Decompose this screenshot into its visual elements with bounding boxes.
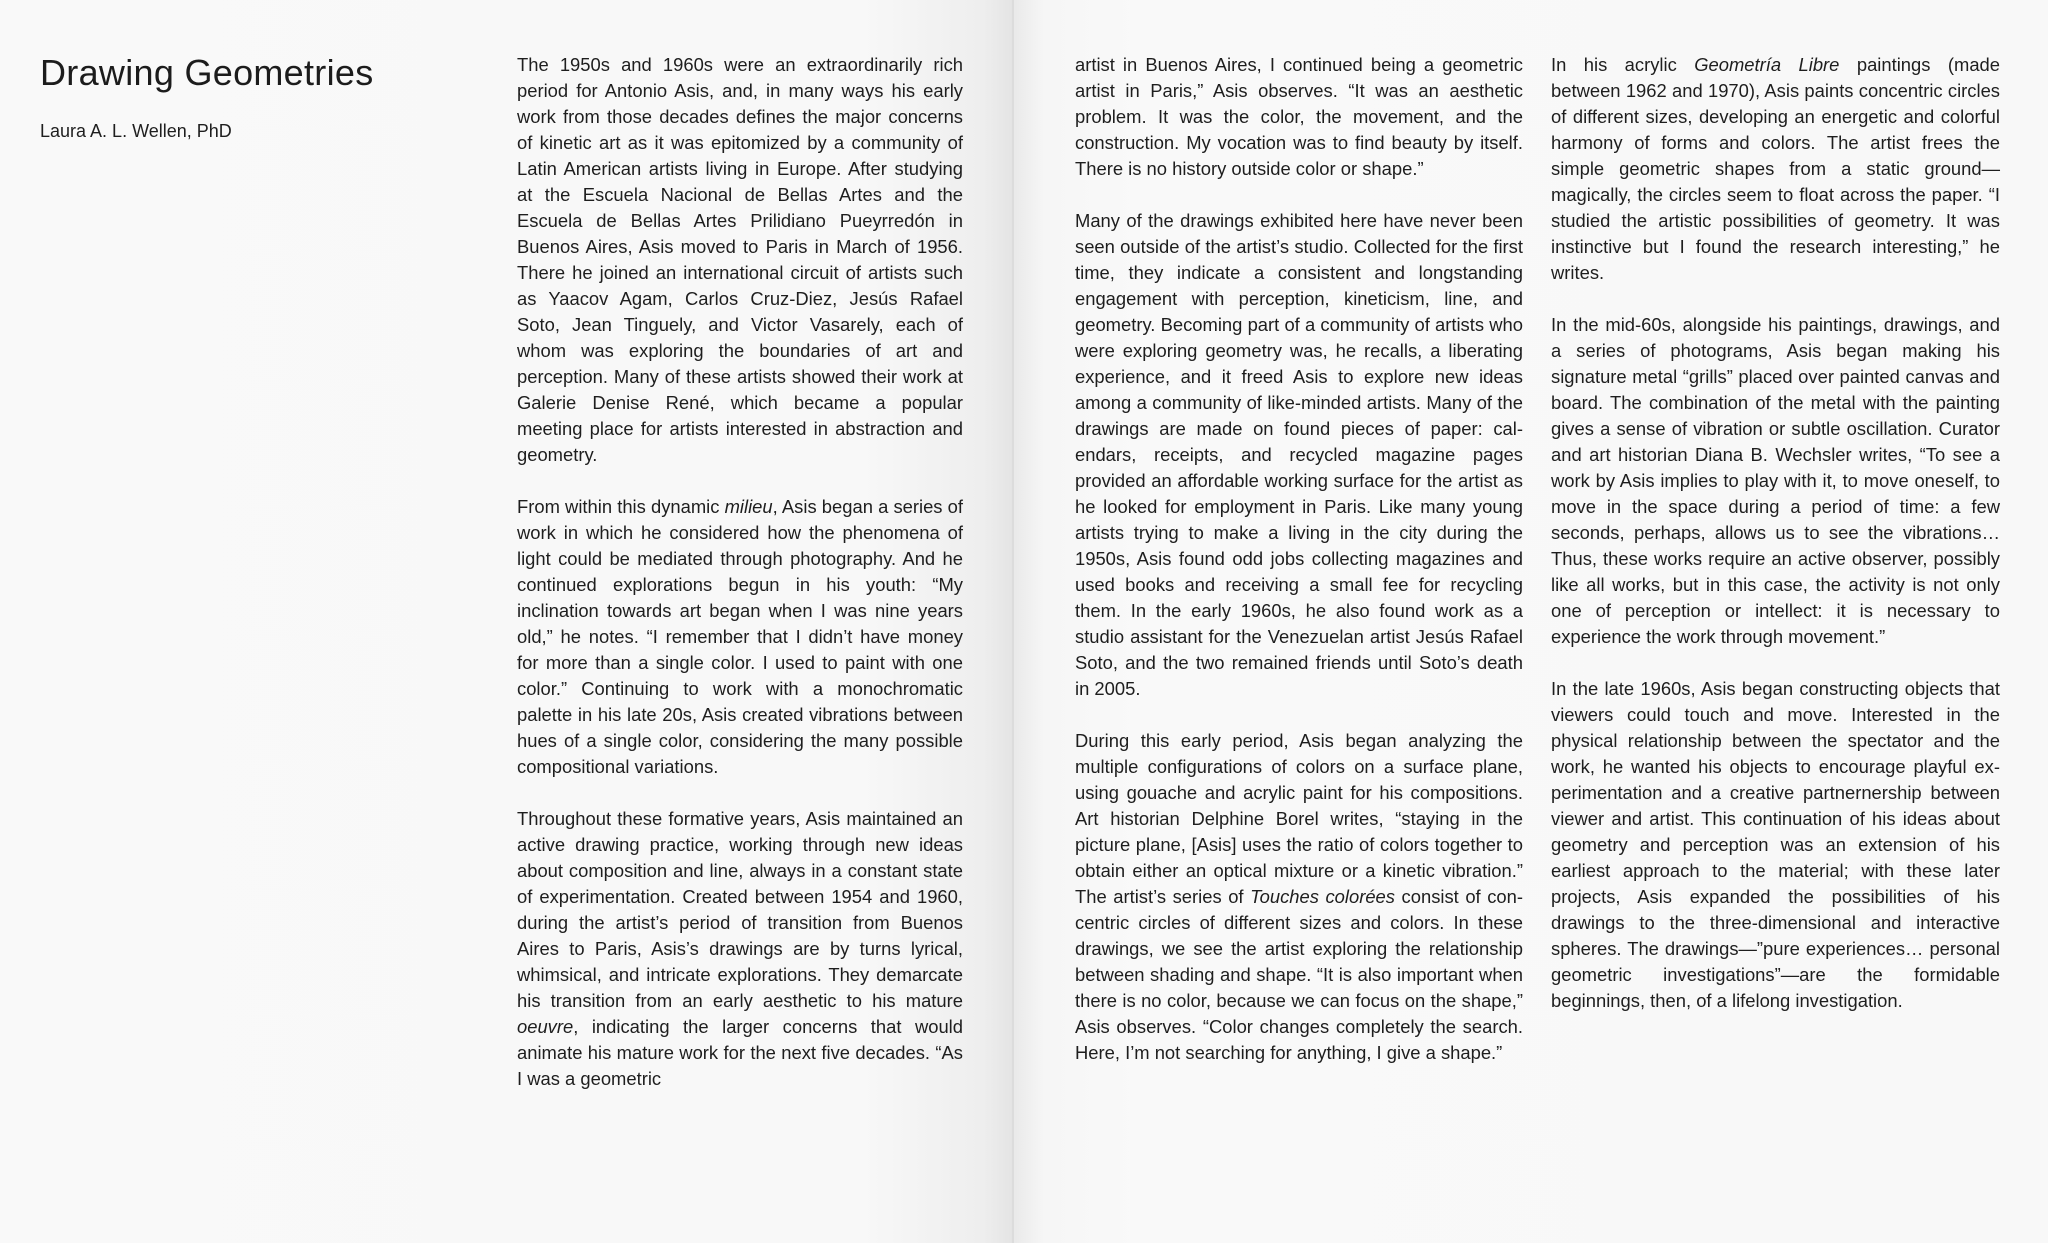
text-run: Many of the drawings exhibited here have never been seen outside of the artist’s studio. Collected for the first time, they indicate a consistent and longstanding engagement with perception, kineticism, line, and geometry. Becoming part of a community of artists who were exploring geometry was, he recalls, a liberating experience, and it freed Asis to explore new ideas among a community of like-minded artists. Many of the drawings are made on found pieces of paper: calendars, receipts, and recycled magazine pages provided an affordable working surface for the artist as he looked for employment in Paris. Like many young artists trying to make a living in the city during the 1950s, Asis found odd jobs collecting magazines and used books and receiving a small fee for recycling them. In the early 1960s, he also found work as a studio assistant for the Venezuelan artist Jesús Rafael Soto, and the two remained friends until Soto’s death in 2005. bbox=[1075, 210, 1523, 699]
text-run: The 1950s and 1960s were an extraordinarily rich period for Antonio Asis, and, in many ways his early work from those decades defines the major concerns of kinetic art as it was epitomized by a community of Latin American artists living in Europe. After studying at the Escuela Nacional de Bellas Artes and the Escuela de Bellas Artes Prilidiano Pueyrredón in Buenos Aires, Asis moved to Paris in March of 1956. There he joined an international circuit of artists such as Yaacov Agam, Carlos Cruz-Diez, Jesús Rafael Soto, Jean Tinguely, and Victor Vasarely, each of whom was exploring the boundaries of art and perception. Many of these artists showed their work at Galerie Denise René, which became a popular meeting place for artists interested in abstraction and geometry. bbox=[517, 54, 963, 465]
text-run: During this early period, Asis began analyzing the multiple configurations of colors on a surface plane, using gouache and acrylic paint for his compositions. Art historian Delphine Borel writes, “staying in the picture plane, [Asis] uses the ratio of colors together to obtain either an optical mixture or a kinetic vibration.” The artist’s series of bbox=[1075, 730, 1523, 907]
article-title: Drawing Geometries bbox=[40, 52, 374, 93]
paragraph bbox=[1075, 52, 1523, 182]
text-column-3 bbox=[1551, 52, 2000, 1040]
page-gutter-fold bbox=[1012, 0, 1014, 1243]
text-run: paintings (made between 1962 and 1970), Asis paints concentric circles of different sizes, developing an energetic and colorful harmony of forms and colors. The artist frees the simple geometric shapes from a static ground—magically, the circles seem to float across the paper. “I studied the artistic possibilities of geometry. It was instinctive but I found the research interesting,” he writes. bbox=[1551, 54, 2000, 283]
paragraph bbox=[517, 52, 963, 468]
text-run: , Asis began a series of work in which he considered how the phenomena of light could be mediated through photography. And he continued explorations begun in his youth: “My inclination towards art began when I was nine years old,” he notes. “I remember that I didn’t have money for more than a single color. I used to paint with one color.” Continuing to work with a monochromatic palette in his late 20s, Asis created vibrations between hues of a single color, considering the many possible compositional variations. bbox=[517, 496, 963, 777]
text-run: In the mid-60s, alongside his paintings, drawings, and a series of photograms, Asis began making his signature metal “grills” placed over painted canvas and board. The combination of the metal with the painting gives a sense of vibration or subtle oscillation. Curator and art historian Diana B. Wechsler writes, “To see a work by Asis implies to play with it, to move oneself, to move in the space during a period of time: a few seconds, perhaps, allows us to see the vibrations… Thus, these works require an active observer, possibly like all works, but in this case, the activity is not only one of perception or intellect: it is necessary to experience the work through movement.” bbox=[1551, 314, 2000, 647]
paragraph bbox=[1551, 52, 2000, 286]
paragraph bbox=[517, 806, 963, 1092]
text-run: , indicating the larger concerns that would animate his mature work for the next five decades. “As I was a geometric bbox=[517, 1016, 963, 1089]
italic-term: milieu bbox=[724, 496, 773, 517]
italic-term: Geometría Libre bbox=[1694, 54, 1840, 75]
text-run: In the late 1960s, Asis began constructing objects that viewers could touch and move. Interested in the physical relationship between the spectator and the work, he wanted his objects to encourage playful experimentation and a creative partnernership between viewer and artist. This continuation of his ideas about geometry and perception was an extension of his earliest approach to the material; with these later projects, Asis expanded the possibilities of his drawings to the three-dimensional and interactive spheres. The drawings—”pure experiences… personal geometric investigations”—are the formidable beginnings, then, of a lifelong investigation. bbox=[1551, 678, 2000, 1011]
text-run: Throughout these formative years, Asis maintained an active drawing practice, working through new ideas about composition and line, always in a constant state of experimentation. Created between 1954 and 1960, during the artist’s period of transition from Buenos Aires to Paris, Asis’s drawings are by turns lyrical, whimsical, and intricate explorations. They demarcate his transition from an early aesthetic to his mature bbox=[517, 808, 963, 1011]
paragraph bbox=[517, 494, 963, 780]
paragraph bbox=[1075, 728, 1523, 1066]
text-run: consist of concentric circles of different sizes and colors. In these drawings, we see the artist exploring the relationship between shading and shape. “It is also important when there is no color, because we can focus on the shape,” Asis observes. “Color changes completely the search. Here, I’m not searching for anything, I give a shape.” bbox=[1075, 886, 1523, 1063]
paragraph bbox=[1551, 312, 2000, 650]
text-run: From within this dynamic bbox=[517, 496, 725, 517]
text-column-1 bbox=[517, 52, 963, 1118]
italic-term: oeuvre bbox=[517, 1016, 574, 1037]
italic-term: Touches colorées bbox=[1250, 886, 1395, 907]
author-byline: Laura A. L. Wellen, PhD bbox=[40, 121, 232, 141]
paragraph bbox=[1075, 208, 1523, 702]
text-run: artist in Buenos Aires, I continued being a geometric artist in Paris,” Asis observes. “It was an aesthetic problem. It was the color, the movement, and the construction. My vocation was to find beauty by itself. There is no history outside color or shape.” bbox=[1075, 54, 1523, 179]
text-run: In his acrylic bbox=[1551, 54, 1695, 75]
paragraph bbox=[1551, 676, 2000, 1014]
text-column-2 bbox=[1075, 52, 1523, 1092]
